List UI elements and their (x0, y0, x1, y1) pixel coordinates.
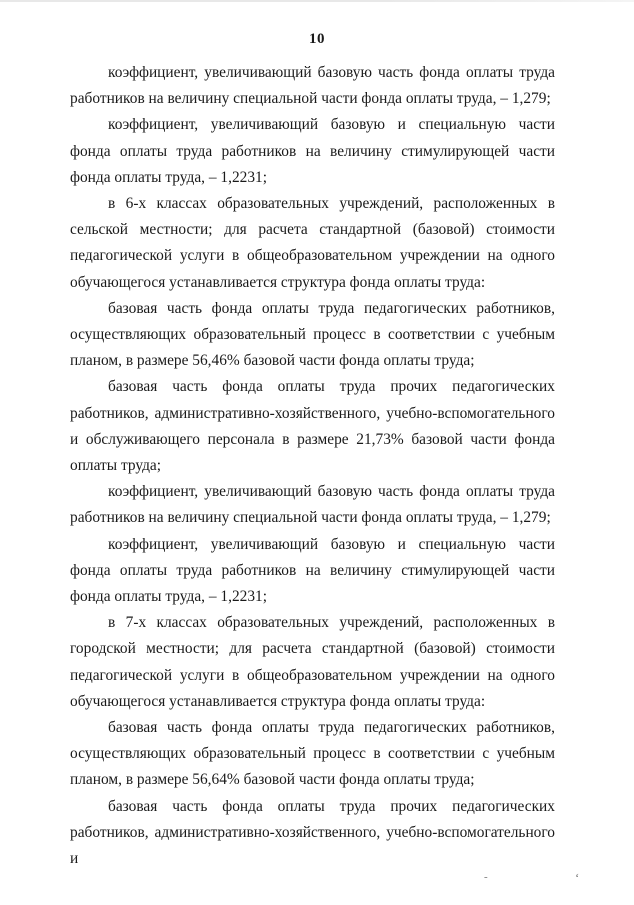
paragraph-5: базовая часть фонда оплаты труда прочих педагогических работников, административно-хозяйственного, учебно-вспомогательного и обслуживающего персонала в размере 21,73% базовой части фонда оплаты труда; (70, 378, 555, 475)
paragraph-2: коэффициент, увеличивающий базовую и специальную части фонда оплаты труда работников на величину стимулирующей части фонда оплаты труда, – 1,2231; (70, 116, 555, 186)
paragraph-8: в 7-х классах образовательных учреждений, расположенных в городской местности; для расчета стандартной (базовой) стоимости педагогической услуги в общеобразовательном учреждении на одного обучающегося устанавливается структура фонда оплаты труда: (70, 614, 555, 710)
page-number: 10 (309, 31, 325, 47)
paragraph-3: в 6-х классах образовательных учреждений, расположенных в сельской местности; для расчета стандартной (базовой) стоимости педагогической услуги в общеобразовательном учреждении на одного обучающегося устанавливается структура фонда оплаты труда: (70, 195, 555, 291)
scan-mark: ‘ (575, 870, 580, 885)
paragraph-10: базовая часть фонда оплаты труда прочих педагогических работников, административно-хозяйственного, учебно-вспомогательного и (70, 797, 555, 868)
paragraph-6: коэффициент, увеличивающий базовую часть фонда оплаты труда работников на величину специальной части фонда оплаты труда, – 1,279; (70, 483, 555, 527)
paragraph-4: базовая часть фонда оплаты труда педагогических работников, осуществляющих образовательный процесс в соответствии с учебным планом, в размере 56,46% базовой части фонда оплаты труда; (70, 299, 555, 370)
paragraph-7: коэффициент, увеличивающий базовую и специальную части фонда оплаты труда работников на величину стимулирующей части фонда оплаты труда, – 1,2231; (70, 535, 555, 606)
scan-edge (0, 0, 634, 2)
paragraph-9: базовая часть фонда оплаты труда педагогических работников, осуществляющих образовательный процесс в соответствии с учебным планом, в размере 56,64% базовой части фонда оплаты труда; (70, 719, 555, 789)
paragraph-1: коэффициент, увеличивающий базовую часть фонда оплаты труда работников на величину специальной части фонда оплаты труда, – 1,279; (70, 64, 555, 108)
scan-mark: ‑ (484, 871, 488, 883)
document-body (70, 60, 555, 872)
